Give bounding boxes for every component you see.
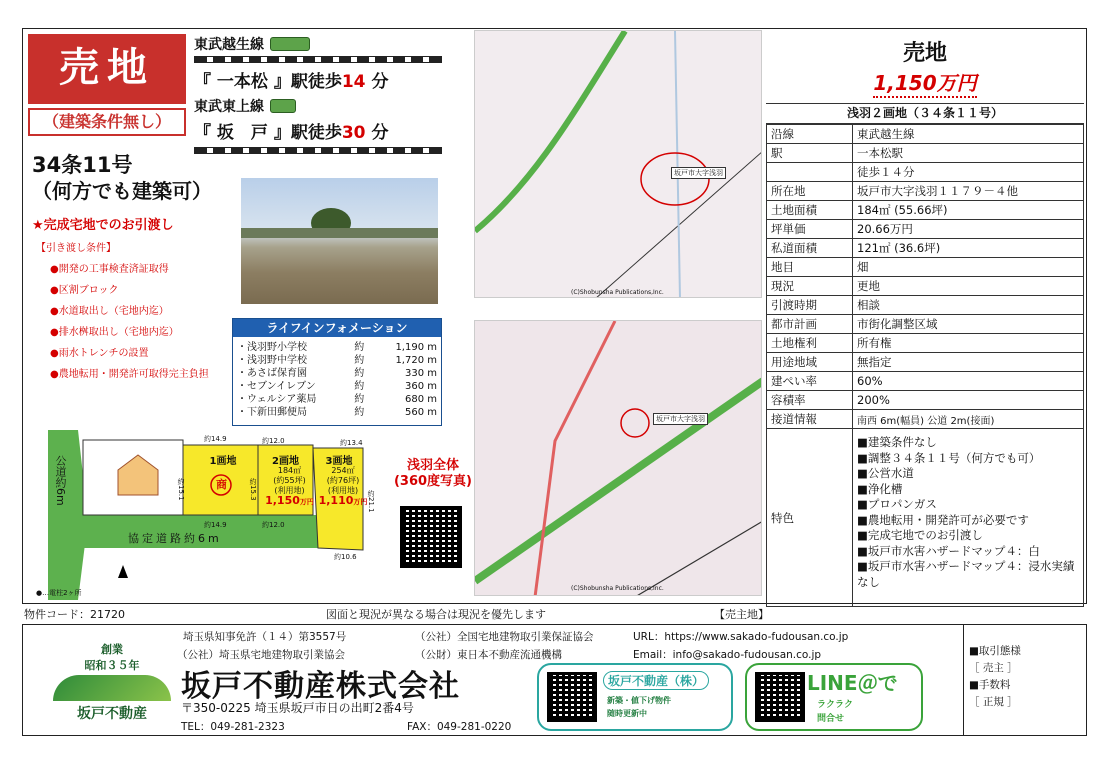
spec-value: 無指定 [853, 353, 1084, 372]
spec-value: 東武越生線 [853, 125, 1084, 144]
lot-number: 34条11号 [32, 153, 133, 177]
north-arrow-icon [118, 565, 128, 578]
spec-value: 市街化調整区域 [853, 315, 1084, 334]
spec-key: 地目 [767, 258, 853, 277]
table-row [767, 372, 1084, 391]
website-badge[interactable]: 坂戸不動産（株） 新築・値下げ物件 随時更新中 [537, 663, 733, 731]
life-info-table [233, 341, 441, 419]
lot-1-label: 1画地 [209, 456, 237, 467]
spec-value: 相談 [853, 296, 1084, 315]
telephone: TEL：049-281-2323 [181, 721, 285, 733]
walk-minutes-1: 14 [341, 72, 366, 92]
panorama-label: 浅羽全体 (360度写真) [393, 458, 473, 489]
spec-key: 用途地域 [767, 353, 853, 372]
table-row: ・浅羽野小学校 約 1,190 m [237, 342, 437, 353]
handover-conditions [36, 238, 209, 385]
spec-value: 畑 [853, 258, 1084, 277]
lot-1-mark: 商 [216, 478, 227, 491]
property-code: 物件コード：21720 [24, 608, 125, 621]
public-road-label: 公道約6m [54, 455, 67, 506]
table-row [767, 144, 1084, 163]
company-address: 〒350-0225 埼玉県坂戸市日の出町2番4号 [181, 701, 414, 715]
map-pin-label: 坂戸市大字浅羽 [671, 167, 726, 179]
condition-item: ●区割ブロック [50, 285, 119, 296]
lot-3-width-top: 約13.4 [340, 439, 363, 447]
table-row [767, 315, 1084, 334]
area-map[interactable] [474, 320, 762, 596]
spec-key: 坪単価 [767, 220, 853, 239]
rail-track-divider [194, 147, 442, 154]
lot-subtitle: （何方でも建築可） [32, 179, 212, 203]
table-row [767, 353, 1084, 372]
lot-3-details: 254㎡ (約76坪) (利用地) 1,110万円 [318, 466, 368, 507]
lot-3-side: 約21.1 [367, 490, 375, 513]
access-block [194, 34, 442, 154]
spec-key [767, 163, 853, 182]
lot-2-price: 1,150万円 [265, 494, 314, 507]
table-row [767, 201, 1084, 220]
spec-title: 売地 [902, 41, 947, 66]
email-address[interactable]: Email：info@sakado-fudousan.co.jp [633, 649, 822, 661]
features-list: ■建築条件なし ■調整３４条１１号（何方でも可） ■公営水道 ■浄化槽 ■プロパンガス ■農地転用・開発許可が必要です ■完成宅地でのお引渡し ■坂戸市水害ハザードマップ４：白 ■坂戸市水害ハザードマップ４：浸水実績なし [853, 429, 1084, 607]
condition-item: ●開発の工事検査済証取得 [50, 264, 169, 275]
spec-value: 南西 6m(幅員) 公道 2m(接面) [853, 410, 1084, 429]
spec-value: 坂戸市大字浅羽１１７９－４他 [853, 182, 1084, 201]
spec-price: 1,150万円 [873, 67, 976, 98]
condition-item: ●農地転用・開発許可取得完主負担 [50, 369, 209, 380]
spec-key: 沿線 [767, 125, 853, 144]
table-row [767, 277, 1084, 296]
life-information-panel [232, 318, 442, 426]
spec-key: 接道情報 [767, 410, 853, 429]
table-row [767, 182, 1084, 201]
lot-2-label: 2画地 [272, 456, 299, 467]
table-row [767, 163, 1084, 182]
spec-key: 引渡時期 [767, 296, 853, 315]
spec-value: 20.66万円 [853, 220, 1084, 239]
lot-2-width-bottom: 約12.0 [262, 521, 285, 529]
panorama-qr-code[interactable] [400, 506, 462, 568]
table-row [767, 334, 1084, 353]
spec-lot-name: 浅羽２画地（３４条１１号） [766, 104, 1084, 124]
line-qr-code[interactable] [755, 672, 805, 722]
lot-1-width-bottom: 約14.9 [204, 521, 227, 529]
table-row: ・ウェルシア薬局 約 680 m [237, 394, 437, 405]
table-row [767, 296, 1084, 315]
condition-item: ●雨水トレンチの設置 [50, 348, 149, 359]
table-row [767, 220, 1084, 239]
condition-item: ●排水桝取出し（宅地内迄） [50, 327, 179, 338]
rail-line-2: 東武東上線 [194, 99, 264, 115]
spec-key: 土地権利 [767, 334, 853, 353]
spec-table [766, 124, 1084, 607]
transaction-terms: ■取引態様 ［ 売主 ］ ■手数料 ［ 正規 ］ [969, 645, 1021, 708]
website-qr-code[interactable] [547, 672, 597, 722]
detail-map[interactable] [474, 30, 762, 298]
walk-time-2: 『 坂 戸 』駅徒歩30 分 [194, 123, 389, 143]
rail-line-1: 東武越生線 [194, 37, 264, 53]
property-spec [766, 30, 1084, 607]
life-info-title: ライフインフォメーション [233, 319, 441, 337]
company-logo: 創業 昭和３５年 坂戸不動産 [43, 641, 181, 721]
company-footer [22, 624, 1087, 736]
spec-key: 容積率 [767, 391, 853, 410]
spec-value: 200% [853, 391, 1084, 410]
license-number: 埼玉県知事免許（１４）第3557号 [183, 631, 347, 643]
lot-2-details: 184㎡ (約55坪) (利用地) 1,150万円 [262, 466, 317, 507]
lot-2-side: 約15.3 [249, 478, 257, 501]
spec-key: 駅 [767, 144, 853, 163]
walk-time-1: 『 一本松 』駅徒歩14 分 [194, 72, 389, 92]
table-row: ・あさば保育園 約 330 m [237, 368, 437, 379]
conditions-heading: 【引き渡し条件】 [36, 243, 116, 254]
spec-key: 所在地 [767, 182, 853, 201]
company-name: 坂戸不動産株式会社 [181, 669, 460, 704]
lot-1-width-top: 約14.9 [204, 435, 227, 443]
table-row [767, 410, 1084, 429]
building-condition-label: （建築条件無し） [28, 108, 186, 136]
spec-value: 更地 [853, 277, 1084, 296]
prefecture-association: （公社）埼玉県宅地建物取引業協会 [177, 649, 345, 661]
table-row [767, 391, 1084, 410]
website-url[interactable]: URL：https://www.sakado-fudousan.co.jp [633, 631, 849, 643]
table-row: ・浅羽野中学校 約 1,720 m [237, 355, 437, 366]
fax-number: FAX：049-281-0220 [407, 721, 512, 733]
handover-note: ★完成宅地でのお引渡し [32, 218, 174, 233]
lot-3-price: 1,110万円 [318, 494, 368, 507]
lot-2-width-top: 約12.0 [262, 437, 285, 445]
lot-3-width-bottom: 約10.6 [334, 553, 357, 561]
train-icon [270, 37, 310, 51]
table-row: ・セブンイレブン 約 360 m [237, 381, 437, 392]
spec-key: 現況 [767, 277, 853, 296]
map-pin-label: 坂戸市大字浅羽 [653, 413, 708, 425]
spec-value: 徒歩１４分 [853, 163, 1084, 182]
transaction-type: 【売主地】 [714, 608, 769, 621]
spec-key: 私道面積 [767, 239, 853, 258]
table-row: ・下新田郵便局 約 560 m [237, 407, 437, 418]
sale-type-badge: 売地 [28, 34, 186, 104]
table-row [767, 258, 1084, 277]
spec-value: 121㎡ (36.6坪) [853, 239, 1084, 258]
features-label: 特色 [767, 429, 853, 607]
agreement-road-label: 協定道路約6m [128, 532, 222, 545]
spec-value: 一本松駅 [853, 144, 1084, 163]
table-row [767, 239, 1084, 258]
table-row [767, 429, 1084, 607]
line-badge[interactable]: LINE＠で ラクラク 問合せ [745, 663, 923, 731]
spec-value: 184㎡ (55.66坪) [853, 201, 1084, 220]
disclaimer: 図面と現況が異なる場合は現況を優先します [326, 608, 546, 621]
train-icon [270, 99, 296, 113]
condition-item: ●水道取出し（宅地内迄） [50, 306, 169, 317]
spec-key: 土地面積 [767, 201, 853, 220]
map-copyright: (C)Shobunsha Publications,Inc. [571, 289, 664, 296]
map-copyright: (C)Shobunsha Publications,Inc. [571, 585, 664, 592]
pole-note: ●…電柱2ヶ所 [36, 589, 82, 597]
footer-strip [24, 606, 1084, 622]
lot-3-label: 3画地 [325, 456, 353, 467]
rail-track-divider [194, 56, 442, 63]
spec-value: 60% [853, 372, 1084, 391]
spec-key: 建ぺい率 [767, 372, 853, 391]
lot-title-block [32, 152, 212, 204]
spec-key: 都市計画 [767, 315, 853, 334]
guarantee-association: （公社）全国宅地建物取引業保証協会 [415, 631, 594, 643]
walk-minutes-2: 30 [341, 123, 366, 143]
site-photo [241, 178, 438, 304]
distribution-organization: （公財）東日本不動産流通機構 [415, 649, 562, 661]
lot-1-side: 約15.1 [177, 478, 185, 501]
table-row [767, 125, 1084, 144]
spec-value: 所有権 [853, 334, 1084, 353]
